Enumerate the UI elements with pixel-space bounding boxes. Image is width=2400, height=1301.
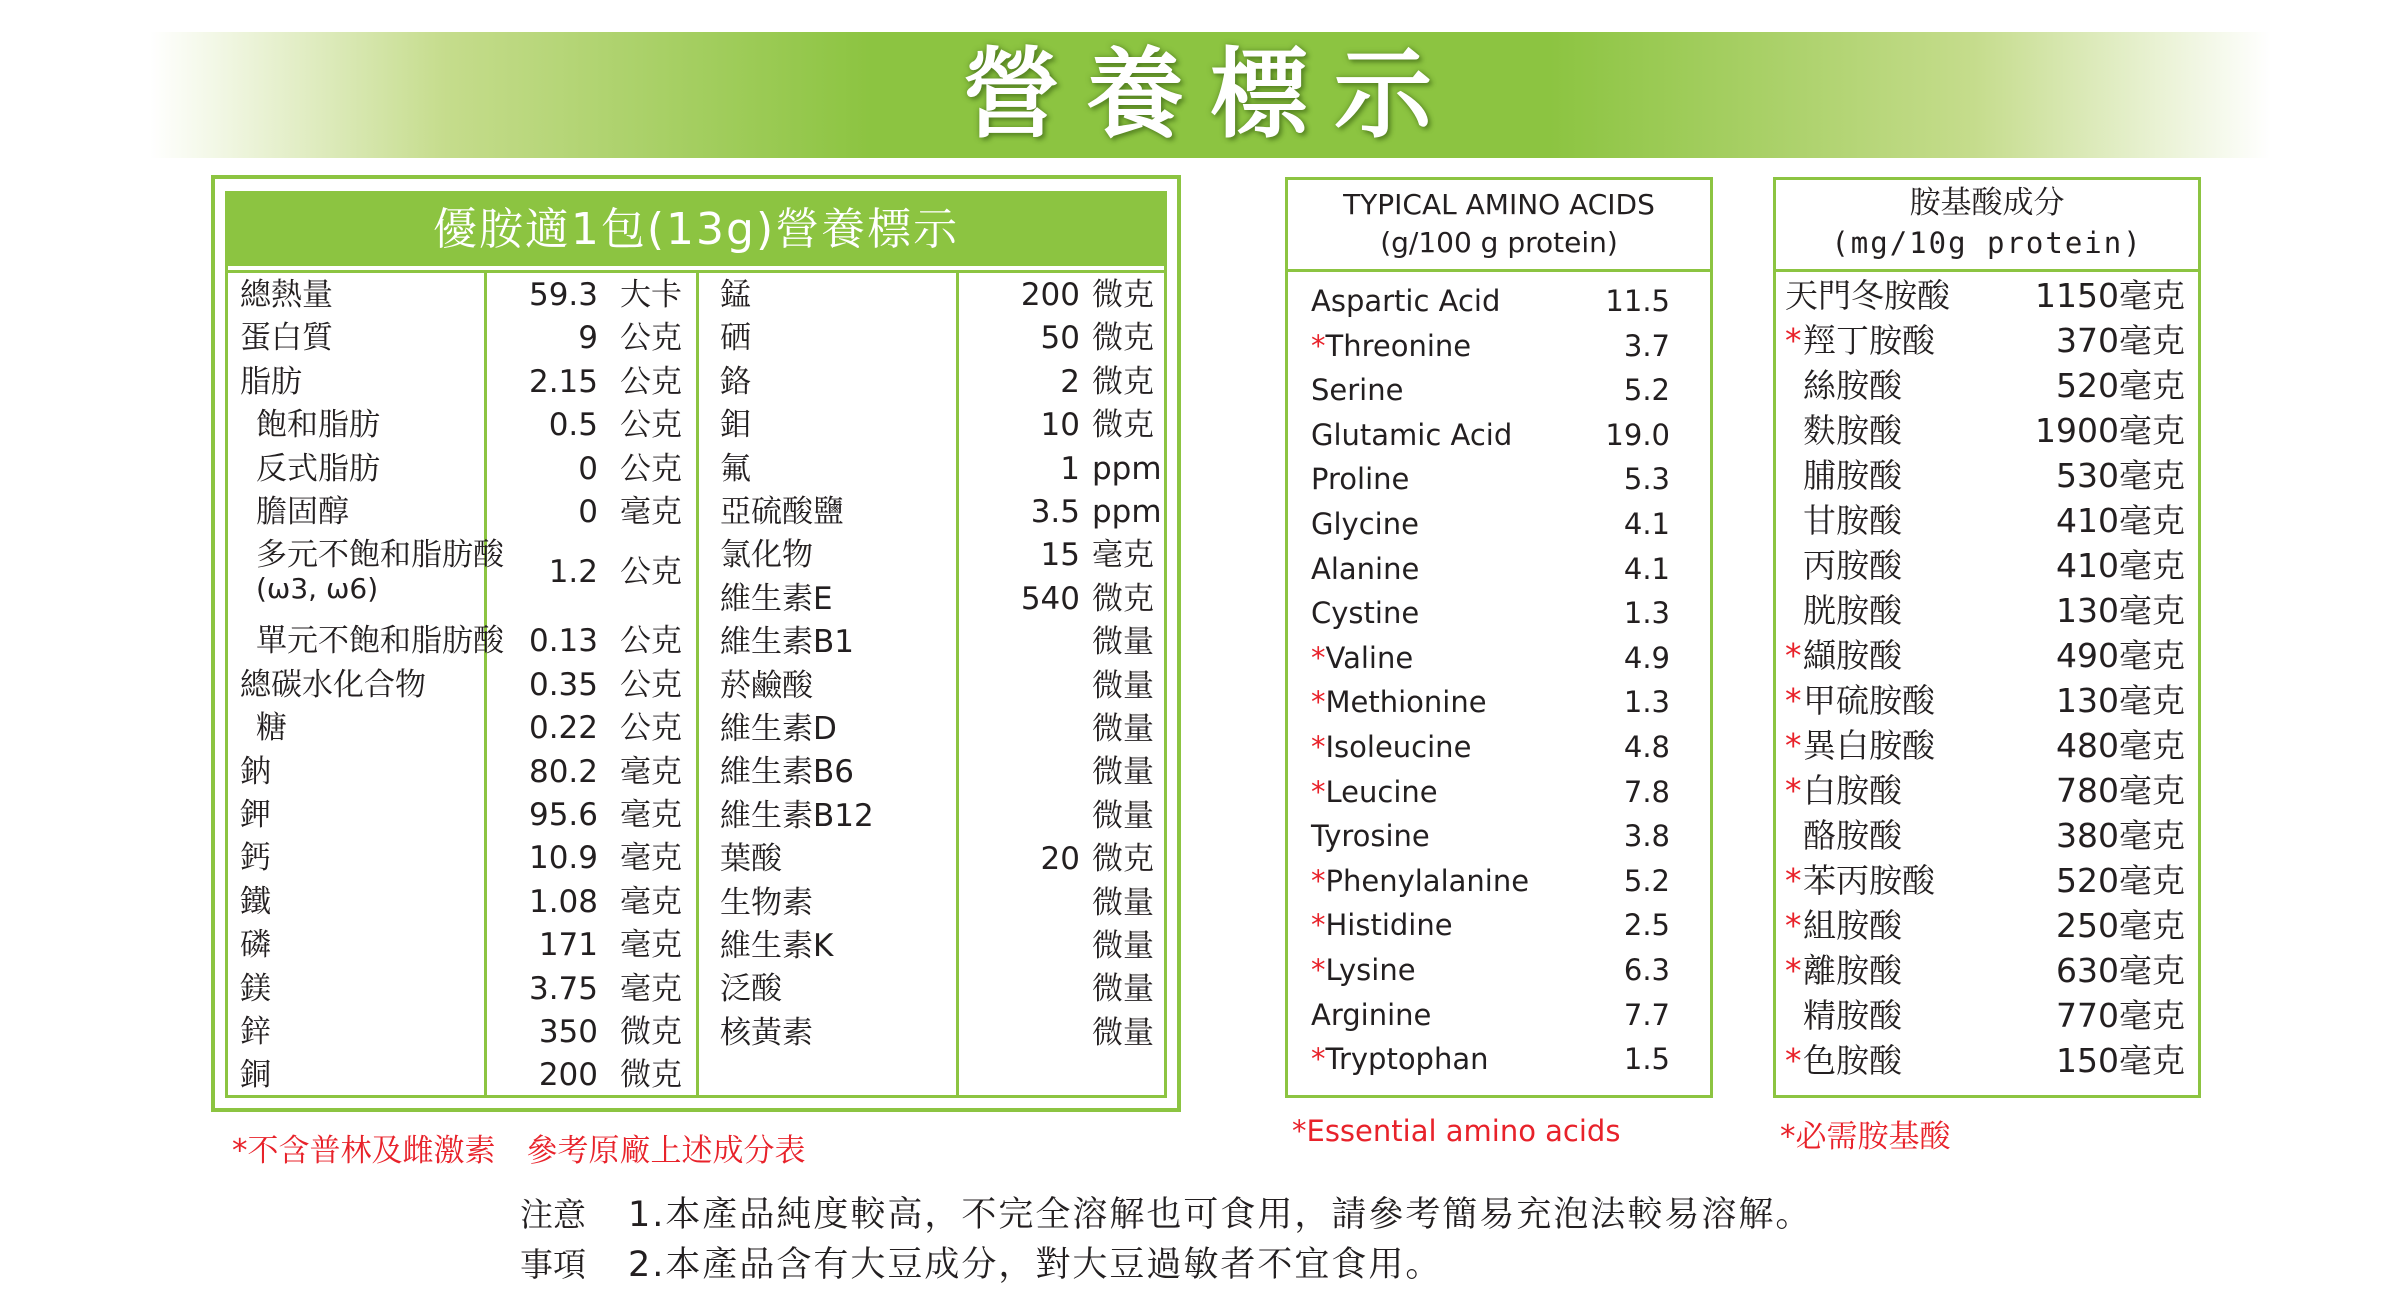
- nutrient-name: 維生素E: [720, 580, 833, 617]
- title-banner: [150, 32, 2270, 158]
- amino-acid-name: [1311, 818, 1430, 854]
- nutrient-value: 0.5: [548, 407, 598, 444]
- nutrient-value: 50: [1040, 320, 1080, 357]
- nutrient-unit: 大卡: [620, 277, 682, 313]
- nutrient-name: 維生素D: [720, 711, 837, 747]
- nutrient-name: 維生素B1: [720, 624, 854, 661]
- nutrient-value: 15: [1040, 537, 1080, 574]
- amino-acid-name: [1311, 595, 1419, 631]
- nutrient-unit: 微克: [1092, 580, 1154, 617]
- cn-amino-header-unit: (mg/10g protein): [1831, 226, 2143, 260]
- amino-acid-label: Threonine: [1325, 328, 1472, 363]
- amino-acid-label: Glutamic Acid: [1311, 417, 1513, 452]
- cn-amino-acid-label: 麩胺酸: [1803, 411, 1902, 450]
- nutrient-name: 鉬: [720, 407, 751, 444]
- cn-amino-acid-label: 組胺酸: [1803, 906, 1902, 945]
- page-title: 營養標示: [961, 37, 1458, 152]
- nutrient-value: 0.35: [528, 666, 598, 703]
- cn-amino-acid-value: 490毫克: [2056, 636, 2185, 675]
- cn-amino-acid-name: [1785, 591, 1902, 631]
- nutrient-unit: 毫克: [620, 927, 682, 964]
- amino-acid-name: [1311, 684, 1487, 720]
- nutrient-value: 171: [538, 927, 598, 964]
- nutrient-unit: 微量: [1092, 884, 1154, 921]
- nutrient-name: 維生素B12: [720, 797, 874, 834]
- amino-acid-name: [1311, 506, 1419, 542]
- amino-acid-label: Arginine: [1311, 997, 1432, 1032]
- cn-amino-acid-label: 色胺酸: [1803, 1041, 1902, 1080]
- cn-amino-acid-value: 150毫克: [2056, 1041, 2185, 1080]
- essential-marker: *: [1311, 640, 1326, 675]
- cn-amino-acid-name: [1785, 636, 1902, 676]
- amino-acid-label: Isoleucine: [1325, 730, 1472, 764]
- nutrient-unit: 微克: [1092, 363, 1154, 400]
- amino-acid-name: [1311, 863, 1529, 899]
- nutrient-value: 0: [578, 450, 598, 487]
- nutrient-value: 10.9: [528, 840, 598, 877]
- nutrient-name-sub: (ω3, ω6): [256, 572, 379, 606]
- nutrient-unit: 公克: [620, 363, 682, 400]
- nutrient-name: 糖: [256, 710, 287, 747]
- amino-acid-value: 5.3: [1623, 462, 1670, 497]
- amino-acid-value: 4.1: [1623, 507, 1670, 541]
- nutrient-value: 0: [578, 494, 598, 530]
- nutrient-unit: 公克: [620, 666, 682, 703]
- essential-marker: *: [1785, 906, 1802, 945]
- nutrient-value: 59.3: [528, 277, 598, 313]
- amino-acid-label: Lysine: [1325, 953, 1416, 987]
- note-item: 2.本產品含有大豆成分，對大豆過敏者不宜食用。: [628, 1245, 1443, 1285]
- amino-acid-value: 5.2: [1623, 863, 1670, 898]
- nutrient-unit: 微克: [1092, 277, 1154, 313]
- cn-amino-acid-value: 770毫克: [2056, 996, 2185, 1035]
- cn-amino-acid-name: [1785, 816, 1902, 856]
- amino-acid-label: Alanine: [1311, 551, 1420, 586]
- amino-acid-label: Tyrosine: [1311, 819, 1430, 854]
- notes-label: [520, 1190, 586, 1290]
- cn-amino-acid-name: [1785, 681, 1935, 721]
- cn-amino-acid-value: 130毫克: [2056, 681, 2185, 720]
- cn-amino-acid-value: 130毫克: [2056, 591, 2185, 630]
- essential-marker: *: [1785, 771, 1802, 810]
- cn-amino-acid-label: 天門冬胺酸: [1785, 276, 1950, 315]
- amino-header-unit: (g/100 g protein): [1380, 226, 1618, 259]
- nutrient-name: 飽和脂肪: [256, 407, 380, 444]
- nutrient-unit: 毫克: [620, 883, 682, 920]
- cn-amino-note: *必需胺基酸: [1780, 1119, 1951, 1155]
- nutrient-unit: 微量: [1092, 711, 1154, 747]
- cn-amino-acid-name: [1785, 501, 1902, 541]
- nutrient-name: 亞硫酸鹽: [720, 494, 844, 530]
- amino-acid-name: [1311, 283, 1500, 319]
- nutrient-unit: 公克: [620, 320, 682, 357]
- nutrient-value: 540: [1020, 580, 1080, 617]
- amino-acid-value: 11.5: [1605, 284, 1670, 318]
- nutrient-name: 膽固醇: [256, 494, 349, 530]
- nutrient-unit: 毫克: [620, 797, 682, 833]
- nutrient-unit: 微量: [1092, 1014, 1154, 1051]
- amino-acid-value: 1.3: [1623, 685, 1670, 720]
- nutrient-value: 350: [538, 1014, 598, 1050]
- nutrient-unit: 公克: [620, 450, 682, 487]
- cn-amino-acid-name: [1785, 951, 1902, 991]
- note-item: 1.本產品純度較高，不完全溶解也可食用，請參考簡易充泡法較易溶解。: [628, 1195, 1813, 1235]
- cn-amino-acid-label: 酪胺酸: [1803, 816, 1902, 855]
- amino-acid-name: [1311, 640, 1413, 676]
- amino-acid-value: 1.3: [1623, 596, 1670, 631]
- amino-acid-label: Histidine: [1325, 908, 1453, 943]
- nutrient-unit: 毫克: [620, 970, 682, 1007]
- nutrient-name: 葉酸: [720, 841, 782, 878]
- nutrient-unit: 公克: [620, 710, 682, 747]
- nutrient-value: 1.08: [528, 883, 598, 920]
- cn-amino-acid-name: [1785, 321, 1935, 361]
- cn-amino-acid-name: [1785, 276, 1950, 316]
- nutrient-unit: 微克: [1092, 320, 1154, 357]
- nutrient-name: 鉀: [240, 797, 271, 833]
- cn-amino-acid-value: 530毫克: [2056, 456, 2185, 495]
- nutrient-value: 3.5: [1030, 494, 1080, 530]
- nutrient-value: 80.2: [528, 753, 598, 790]
- essential-marker: *: [1311, 908, 1326, 943]
- nutrient-name: 鐵: [240, 883, 271, 920]
- notes-label-line1: 注意: [520, 1195, 586, 1234]
- cn-amino-acid-value: 410毫克: [2056, 546, 2185, 585]
- amino-acid-label: Glycine: [1311, 507, 1419, 541]
- nutrient-unit: ppm: [1092, 450, 1162, 487]
- nutrient-name: 鋅: [240, 1014, 271, 1050]
- nutrient-name: 維生素K: [720, 928, 834, 964]
- nutrient-value: 200: [1020, 277, 1080, 313]
- amino-acid-value: 5.2: [1623, 373, 1670, 408]
- cn-amino-acid-name: [1785, 771, 1902, 811]
- essential-marker: *: [1311, 1042, 1326, 1077]
- nutrient-value: 0.22: [528, 710, 598, 747]
- essential-marker: *: [1311, 953, 1326, 987]
- amino-acid-value: 19.0: [1605, 417, 1670, 452]
- nutrient-value: 95.6: [528, 797, 598, 833]
- nutrient-unit: 毫克: [1092, 537, 1154, 574]
- amino-acid-label: Methionine: [1325, 685, 1487, 720]
- cn-amino-acid-value: 380毫克: [2056, 816, 2185, 855]
- cn-amino-acid-label: 脯胺酸: [1803, 456, 1902, 495]
- nutrient-name: 單元不飽和脂肪酸: [256, 623, 504, 660]
- cn-amino-acid-name: [1785, 726, 1935, 766]
- amino-acid-value: 4.9: [1623, 640, 1670, 675]
- cn-amino-acid-value: 630毫克: [2056, 951, 2185, 990]
- amino-acid-label: Valine: [1325, 640, 1414, 675]
- nutrient-value: 200: [538, 1057, 598, 1094]
- nutrient-name: 氯化物: [720, 537, 813, 574]
- nutrient-unit: 微克: [1092, 407, 1154, 444]
- nutrient-unit: 微量: [1092, 971, 1154, 1008]
- cn-amino-acid-value: 520毫克: [2056, 861, 2185, 900]
- cn-amino-acid-name: [1785, 456, 1902, 496]
- nutrient-name: 維生素B6: [720, 754, 854, 791]
- amino-acid-name: [1311, 461, 1409, 497]
- amino-acid-value: 3.7: [1623, 328, 1670, 363]
- cn-amino-acid-label: 精胺酸: [1803, 996, 1902, 1035]
- nutrient-unit: 微量: [1092, 624, 1154, 661]
- cn-amino-acid-label: 胱胺酸: [1803, 591, 1902, 630]
- cn-amino-acid-name: [1785, 366, 1902, 406]
- cn-amino-acid-label: 丙胺酸: [1803, 546, 1902, 585]
- cn-amino-acid-value: 370毫克: [2056, 321, 2185, 360]
- nutrient-name: 總碳水化合物: [240, 666, 426, 703]
- amino-acid-label: Cystine: [1311, 596, 1420, 631]
- cn-amino-acid-label: 甲硫胺酸: [1803, 681, 1935, 720]
- amino-acid-label: Tryptophan: [1325, 1042, 1489, 1077]
- nutrient-unit: 微克: [620, 1057, 682, 1094]
- amino-acid-name: [1311, 952, 1416, 988]
- cn-amino-acid-name: [1785, 1041, 1902, 1081]
- amino-acid-name: [1311, 551, 1419, 587]
- cn-amino-acid-label: 甘胺酸: [1803, 501, 1902, 540]
- cn-amino-acid-name: [1785, 996, 1902, 1036]
- cn-amino-acid-value: 1150毫克: [2035, 276, 2185, 315]
- nutrient-unit: 微量: [1092, 754, 1154, 791]
- nutrient-name: 菸鹼酸: [720, 667, 813, 704]
- nutrient-unit: ppm: [1092, 494, 1162, 530]
- nutrient-unit: 微克: [1092, 841, 1154, 878]
- essential-marker: *: [1311, 328, 1326, 363]
- nutrient-name: 銅: [240, 1057, 271, 1094]
- nutrition-table-title: 優胺適1包(13g)營養標示: [228, 194, 1164, 266]
- essential-marker: *: [1785, 951, 1802, 990]
- essential-marker: *: [1785, 861, 1802, 900]
- cn-amino-acid-label: 絲胺酸: [1803, 366, 1902, 405]
- nutrient-unit: 微克: [620, 1014, 682, 1050]
- amino-acid-name: [1311, 774, 1438, 810]
- cn-amino-acid-label: 白胺酸: [1803, 771, 1902, 810]
- cn-amino-acid-value: 520毫克: [2056, 366, 2185, 405]
- amino-acid-name: [1311, 1041, 1489, 1077]
- nutrient-value: 3.75: [528, 970, 598, 1007]
- essential-marker: *: [1785, 321, 1802, 360]
- nutrient-unit: 毫克: [620, 840, 682, 877]
- cn-amino-acid-table-header: [1773, 177, 2201, 272]
- amino-header-title: TYPICAL AMINO ACIDS: [1343, 188, 1655, 221]
- essential-marker: *: [1785, 1041, 1802, 1080]
- amino-acid-value: 4.8: [1623, 730, 1670, 764]
- amino-acid-value: 7.8: [1623, 774, 1670, 809]
- nutrient-value: 2.15: [528, 363, 598, 400]
- cn-amino-acid-name: [1785, 906, 1902, 946]
- amino-note: *Essential amino acids: [1292, 1114, 1621, 1148]
- nutrition-note: *不含普林及雌激素 參考原廠上述成分表: [232, 1133, 806, 1169]
- cn-amino-acid-value: 410毫克: [2056, 501, 2185, 540]
- nutrient-name: 蛋白質: [240, 320, 333, 357]
- column-divider: [696, 270, 699, 1098]
- cn-amino-acid-value: 480毫克: [2056, 726, 2185, 765]
- nutrient-value: 0.13: [528, 623, 598, 660]
- essential-marker: *: [1311, 774, 1326, 809]
- amino-acid-value: 6.3: [1623, 953, 1670, 987]
- essential-marker: *: [1311, 685, 1326, 720]
- nutrient-name: 總熱量: [240, 277, 333, 313]
- nutrient-name: 多元不飽和脂肪酸: [256, 537, 504, 574]
- nutrient-name: 鈣: [240, 840, 271, 877]
- notes-label-line2: 事項: [520, 1245, 586, 1284]
- nutrient-unit: 公克: [620, 407, 682, 444]
- amino-acid-value: 3.8: [1623, 819, 1670, 854]
- cn-amino-acid-label: 離胺酸: [1803, 951, 1902, 990]
- nutrient-unit: 公克: [620, 623, 682, 660]
- nutrient-name: 鉻: [720, 363, 751, 400]
- nutrient-name: 泛酸: [720, 971, 782, 1008]
- amino-acid-name: [1311, 729, 1471, 765]
- nutrient-value: 2: [1060, 363, 1080, 400]
- nutrient-name: 磷: [240, 927, 271, 964]
- nutrient-value: 20: [1040, 841, 1080, 878]
- nutrient-value: 1.2: [548, 554, 598, 591]
- amino-acid-label: Proline: [1311, 462, 1410, 497]
- essential-marker: *: [1785, 636, 1802, 675]
- cn-amino-header-title: 胺基酸成分: [1909, 185, 2065, 221]
- amino-acid-table-header: [1285, 177, 1713, 272]
- cn-amino-acid-label: 羥丁胺酸: [1803, 321, 1935, 360]
- nutrient-name: 錳: [720, 277, 751, 313]
- nutrient-unit: 毫克: [620, 494, 682, 530]
- nutrient-value: 9: [578, 320, 598, 357]
- nutrient-name: 鈉: [240, 753, 271, 790]
- amino-acid-label: Aspartic Acid: [1311, 284, 1501, 318]
- nutrient-value: 1: [1060, 450, 1080, 487]
- cn-amino-acid-value: 780毫克: [2056, 771, 2185, 810]
- essential-marker: *: [1785, 681, 1802, 720]
- amino-acid-name: [1311, 997, 1431, 1033]
- amino-acid-label: Serine: [1311, 373, 1404, 408]
- amino-acid-value: 1.5: [1623, 1042, 1670, 1077]
- cn-amino-acid-label: 異白胺酸: [1803, 726, 1935, 765]
- amino-acid-name: [1311, 372, 1403, 408]
- essential-marker: *: [1311, 863, 1326, 898]
- amino-acid-name: [1311, 328, 1471, 364]
- essential-marker: *: [1311, 730, 1326, 764]
- nutrient-name: 氟: [720, 450, 751, 487]
- amino-acid-name: [1311, 907, 1453, 943]
- cn-amino-acid-name: [1785, 411, 1902, 451]
- cn-amino-acid-label: 纈胺酸: [1803, 636, 1902, 675]
- amino-acid-value: 7.7: [1623, 997, 1670, 1032]
- amino-acid-name: [1311, 417, 1512, 453]
- nutrient-name: 硒: [720, 320, 751, 357]
- cn-amino-acid-name: [1785, 546, 1902, 586]
- nutrient-name: 生物素: [720, 884, 813, 921]
- nutrient-unit: 毫克: [620, 753, 682, 790]
- nutrient-name: 脂肪: [240, 363, 302, 400]
- amino-acid-value: 2.5: [1623, 908, 1670, 943]
- amino-acid-label: Leucine: [1325, 774, 1438, 809]
- essential-marker: *: [1785, 726, 1802, 765]
- amino-acid-label: Phenylalanine: [1325, 863, 1530, 898]
- nutrient-name: 反式脂肪: [256, 450, 380, 487]
- notes-list: [628, 1190, 1812, 1290]
- nutrient-unit: 微量: [1092, 667, 1154, 704]
- nutrient-value: 10: [1040, 407, 1080, 444]
- nutrient-name: 核黃素: [720, 1014, 813, 1051]
- nutrient-unit: 微量: [1092, 797, 1154, 834]
- nutrient-unit: 公克: [620, 554, 682, 591]
- cn-amino-acid-value: 250毫克: [2056, 906, 2185, 945]
- cn-amino-acid-name: [1785, 861, 1935, 901]
- cn-amino-acid-label: 苯丙胺酸: [1803, 861, 1935, 900]
- nutrient-unit: 微量: [1092, 928, 1154, 964]
- amino-acid-value: 4.1: [1623, 551, 1670, 586]
- cn-amino-acid-value: 1900毫克: [2035, 411, 2185, 450]
- nutrient-name: 鎂: [240, 970, 271, 1007]
